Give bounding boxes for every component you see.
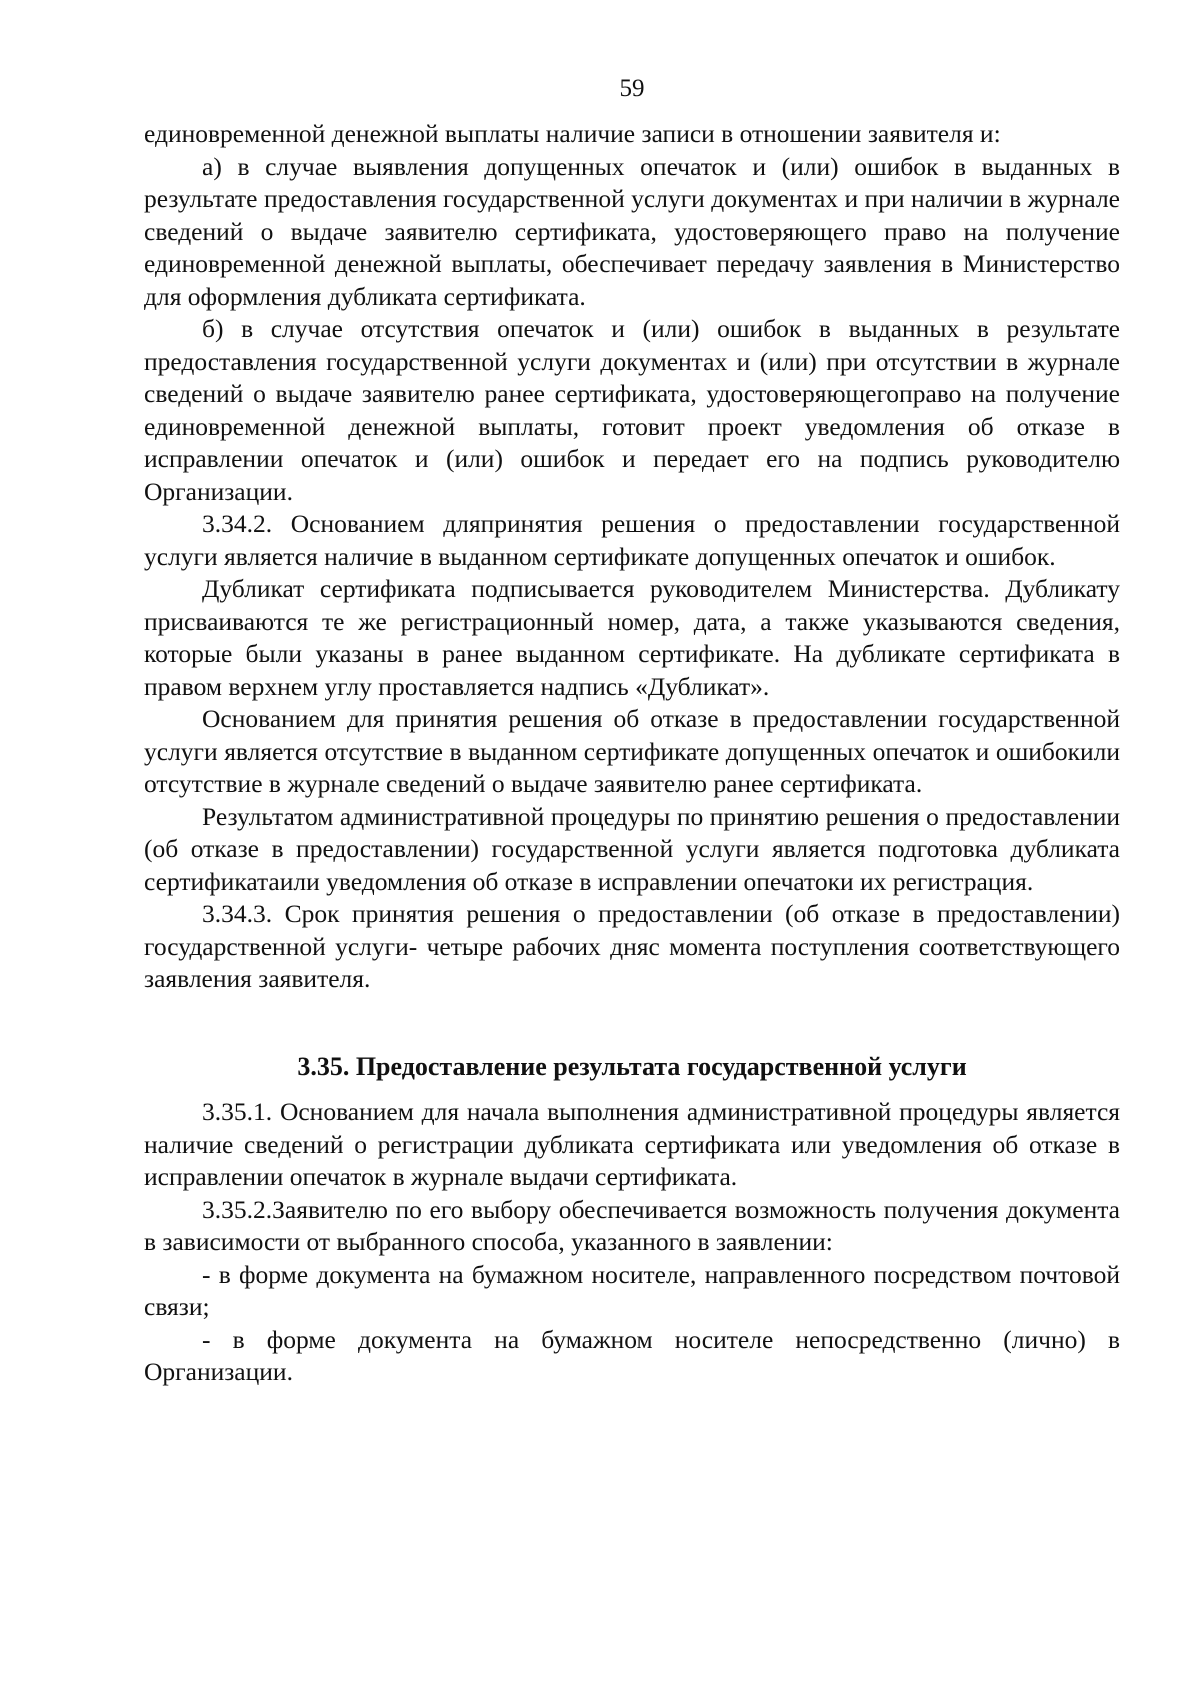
- page-number: 59: [619, 75, 645, 102]
- list-item: - в форме документа на бумажном носителе непосредственно (лично) в Организации.: [144, 1324, 1120, 1386]
- paragraphs-top: [144, 118, 1120, 996]
- paragraph: б) в случае отсутствия опечаток и (или) ошибок в выданных в результате предоставления государственной услуги документах и (или) при отсутствии в журнале сведений о выдаче заявителю ранее сертификата, удостоверяющегоправо на получение единовременной денежной выплаты, готовит проект уведомления об отказе в исправлении опечаток и (или) ошибок и передает его на подпись руководителю Организации.: [144, 314, 1120, 506]
- paragraph: Дубликат сертификата подписывается руководителем Министерства. Дубликату присваиваются те же регистрационный номер, дата, а также указываются сведения, которые были указаны в ранее выданном сертификате. На дубликате сертификата в правом верхнем углу проставляется надпись «Дубликат».: [144, 574, 1120, 701]
- paragraph: 3.35.2.Заявителю по его выбору обеспечивается возможность получения документа в зависимости от выбранного способа, указанного в заявлении:: [144, 1194, 1120, 1256]
- list-item: - в форме документа на бумажном носителе, направленного посредством почтовой связи;: [144, 1259, 1120, 1321]
- paragraph: единовременной денежной выплаты наличие записи в отношении заявителя и:: [144, 119, 1001, 148]
- document-page: [144, 60, 1120, 1660]
- paragraph: а) в случае выявления допущенных опечаток и (или) ошибок в выданных в результате предоставления государственной услуги документах и при наличии в журнале сведений о выдаче заявителю сертификата, удостоверяющего право на получение единовременной денежной выплаты, обеспечивает передачу заявления в Министерство для оформления дубликата сертификата.: [144, 151, 1120, 311]
- paragraphs-bottom: [144, 1096, 1120, 1389]
- paragraph: 3.35.1. Основанием для начала выполнения административной процедуры является наличие сведений о регистрации дубликата сертификата или уведомления об отказе в исправлении опечаток в журнале выдачи сертификата.: [144, 1097, 1120, 1191]
- paragraph: Основанием для принятия решения об отказе в предоставлении государственной услуги является отсутствие в выданном сертификате допущенных опечаток и ошибокили отсутствие в журнале сведений о выдаче заявителю ранее сертификата.: [144, 704, 1120, 798]
- paragraph: 3.34.3. Срок принятия решения о предоставлении (об отказе в предоставлении) государственной услуги- четыре рабочих дняс момента поступления соответствующего заявления заявителя.: [144, 899, 1120, 993]
- paragraph: Результатом административной процедуры по принятию решения о предоставлении (об отказе в предоставлении) государственной услуги является подготовка дубликата сертификатаили уведомления об отказе в исправлении опечатоки их регистрация.: [144, 801, 1120, 896]
- paragraph: 3.34.2. Основанием дляпринятия решения о предоставлении государственной услуги является наличие в выданном сертификате допущенных опечаток и ошибок.: [144, 509, 1120, 571]
- section-heading: 3.35. Предоставление результата государственной услуги: [297, 1051, 967, 1081]
